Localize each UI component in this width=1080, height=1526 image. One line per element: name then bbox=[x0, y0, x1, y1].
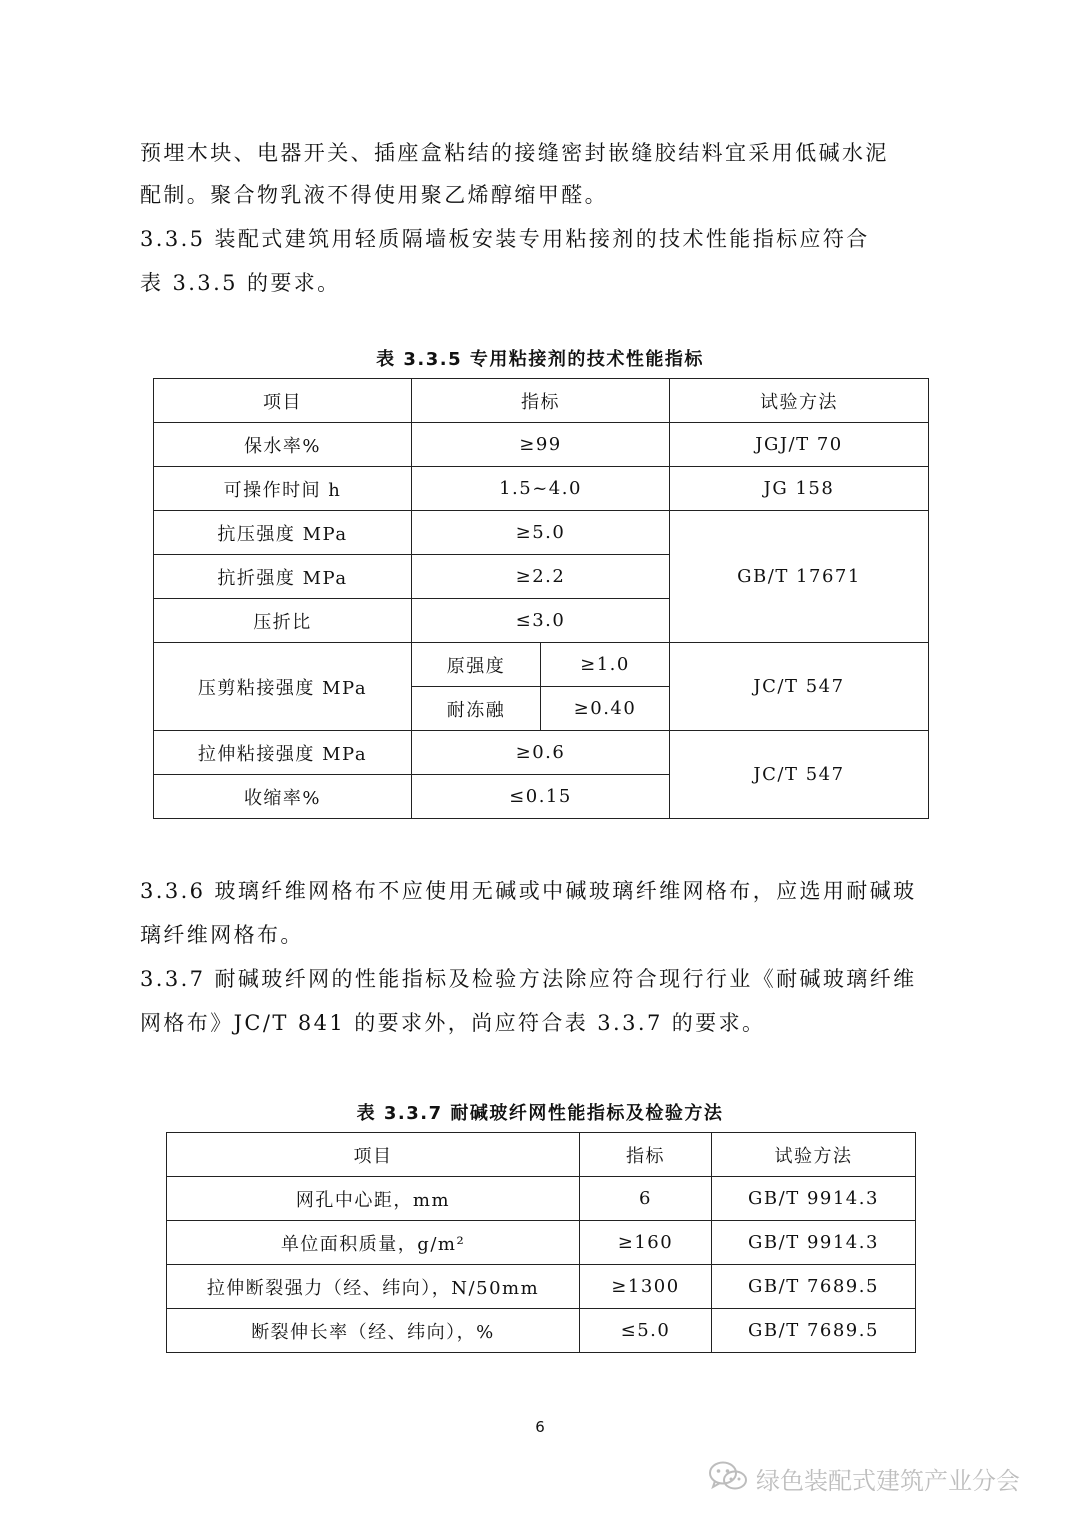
table2-caption: 表 3.3.7 耐碱玻纤网性能指标及检验方法 bbox=[356, 1103, 724, 1124]
method-cell: JG 158 bbox=[670, 467, 929, 511]
watermark bbox=[708, 1458, 1020, 1498]
item-cell: 可操作时间 h bbox=[154, 467, 412, 511]
value-cell: ≥160 bbox=[580, 1221, 712, 1265]
table-row bbox=[154, 423, 929, 467]
item-cell: 断裂伸长率（经、纬向），% bbox=[167, 1309, 580, 1353]
table-row bbox=[154, 731, 929, 775]
value-cell: ≤0.15 bbox=[412, 775, 670, 819]
watermark-text: 绿色装配式建筑产业分会 bbox=[756, 1466, 1020, 1495]
header-cell: 项目 bbox=[167, 1133, 580, 1177]
table-row bbox=[167, 1265, 916, 1309]
table-row bbox=[167, 1309, 916, 1353]
paragraph-line: 配制。聚合物乳液不得使用聚乙烯醇缩甲醛。 bbox=[140, 183, 608, 207]
paragraph-line: 3.3.5 装配式建筑用轻质隔墙板安装专用粘接剂的技术性能指标应符合 bbox=[140, 227, 870, 251]
method-cell: GB/T 9914.3 bbox=[712, 1177, 916, 1221]
table-row bbox=[154, 511, 929, 555]
method-cell: JGJ/T 70 bbox=[670, 423, 929, 467]
method-cell: GB/T 17671 bbox=[670, 511, 929, 643]
sub-label-cell: 原强度 bbox=[412, 643, 541, 687]
item-cell: 压折比 bbox=[154, 599, 412, 643]
sub-value-cell: ≥1.0 bbox=[541, 643, 670, 687]
table1 bbox=[153, 378, 929, 819]
item-cell: 拉伸断裂强力（经、纬向），N/50mm bbox=[167, 1265, 580, 1309]
table-header-row bbox=[154, 379, 929, 423]
value-cell: ≥2.2 bbox=[412, 555, 670, 599]
paragraph-line: 预埋木块、电器开关、插座盒粘结的接缝密封嵌缝胶结料宜采用低碱水泥 bbox=[140, 141, 889, 165]
header-cell: 试验方法 bbox=[670, 379, 929, 423]
paragraph-line: 璃纤维网格布。 bbox=[140, 923, 304, 947]
method-cell: GB/T 7689.5 bbox=[712, 1265, 916, 1309]
page-number: 6 bbox=[535, 1418, 545, 1436]
method-cell: GB/T 7689.5 bbox=[712, 1309, 916, 1353]
table-header-row bbox=[167, 1133, 916, 1177]
header-cell: 试验方法 bbox=[712, 1133, 916, 1177]
paragraph-line: 表 3.3.5 的要求。 bbox=[140, 271, 341, 295]
table1-caption: 表 3.3.5 专用粘接剂的技术性能指标 bbox=[376, 349, 704, 370]
item-cell: 收缩率% bbox=[154, 775, 412, 819]
item-cell: 单位面积质量，g/m² bbox=[167, 1221, 580, 1265]
paragraph-line: 3.3.6 玻璃纤维网格布不应使用无碱或中碱玻璃纤维网格布，应选用耐碱玻 bbox=[140, 879, 917, 903]
sub-value-cell: ≥0.40 bbox=[541, 687, 670, 731]
value-cell: ≥99 bbox=[412, 423, 670, 467]
item-cell: 压剪粘接强度 MPa bbox=[154, 643, 412, 731]
table-row bbox=[167, 1177, 916, 1221]
item-cell: 拉伸粘接强度 MPa bbox=[154, 731, 412, 775]
wechat-icon bbox=[708, 1459, 748, 1497]
table-row bbox=[154, 467, 929, 511]
item-cell: 网孔中心距，mm bbox=[167, 1177, 580, 1221]
paragraph-line: 网格布》JC/T 841 的要求外，尚应符合表 3.3.7 的要求。 bbox=[140, 1011, 766, 1035]
table-row bbox=[167, 1221, 916, 1265]
header-cell: 项目 bbox=[154, 379, 412, 423]
item-cell: 保水率% bbox=[154, 423, 412, 467]
value-cell: 1.5~4.0 bbox=[412, 467, 670, 511]
item-cell: 抗折强度 MPa bbox=[154, 555, 412, 599]
sub-label-cell: 耐冻融 bbox=[412, 687, 541, 731]
value-cell: ≥5.0 bbox=[412, 511, 670, 555]
table2 bbox=[166, 1132, 916, 1353]
value-cell: 6 bbox=[580, 1177, 712, 1221]
value-cell: ≤3.0 bbox=[412, 599, 670, 643]
value-cell: ≥0.6 bbox=[412, 731, 670, 775]
method-cell: JC/T 547 bbox=[670, 643, 929, 731]
method-cell: GB/T 9914.3 bbox=[712, 1221, 916, 1265]
value-cell: ≥1300 bbox=[580, 1265, 712, 1309]
header-cell: 指标 bbox=[580, 1133, 712, 1177]
header-cell: 指标 bbox=[412, 379, 670, 423]
table-row bbox=[154, 643, 929, 687]
item-cell: 抗压强度 MPa bbox=[154, 511, 412, 555]
paragraph-line: 3.3.7 耐碱玻纤网的性能指标及检验方法除应符合现行行业《耐碱玻璃纤维 bbox=[140, 967, 917, 991]
method-cell: JC/T 547 bbox=[670, 731, 929, 819]
value-cell: ≤5.0 bbox=[580, 1309, 712, 1353]
